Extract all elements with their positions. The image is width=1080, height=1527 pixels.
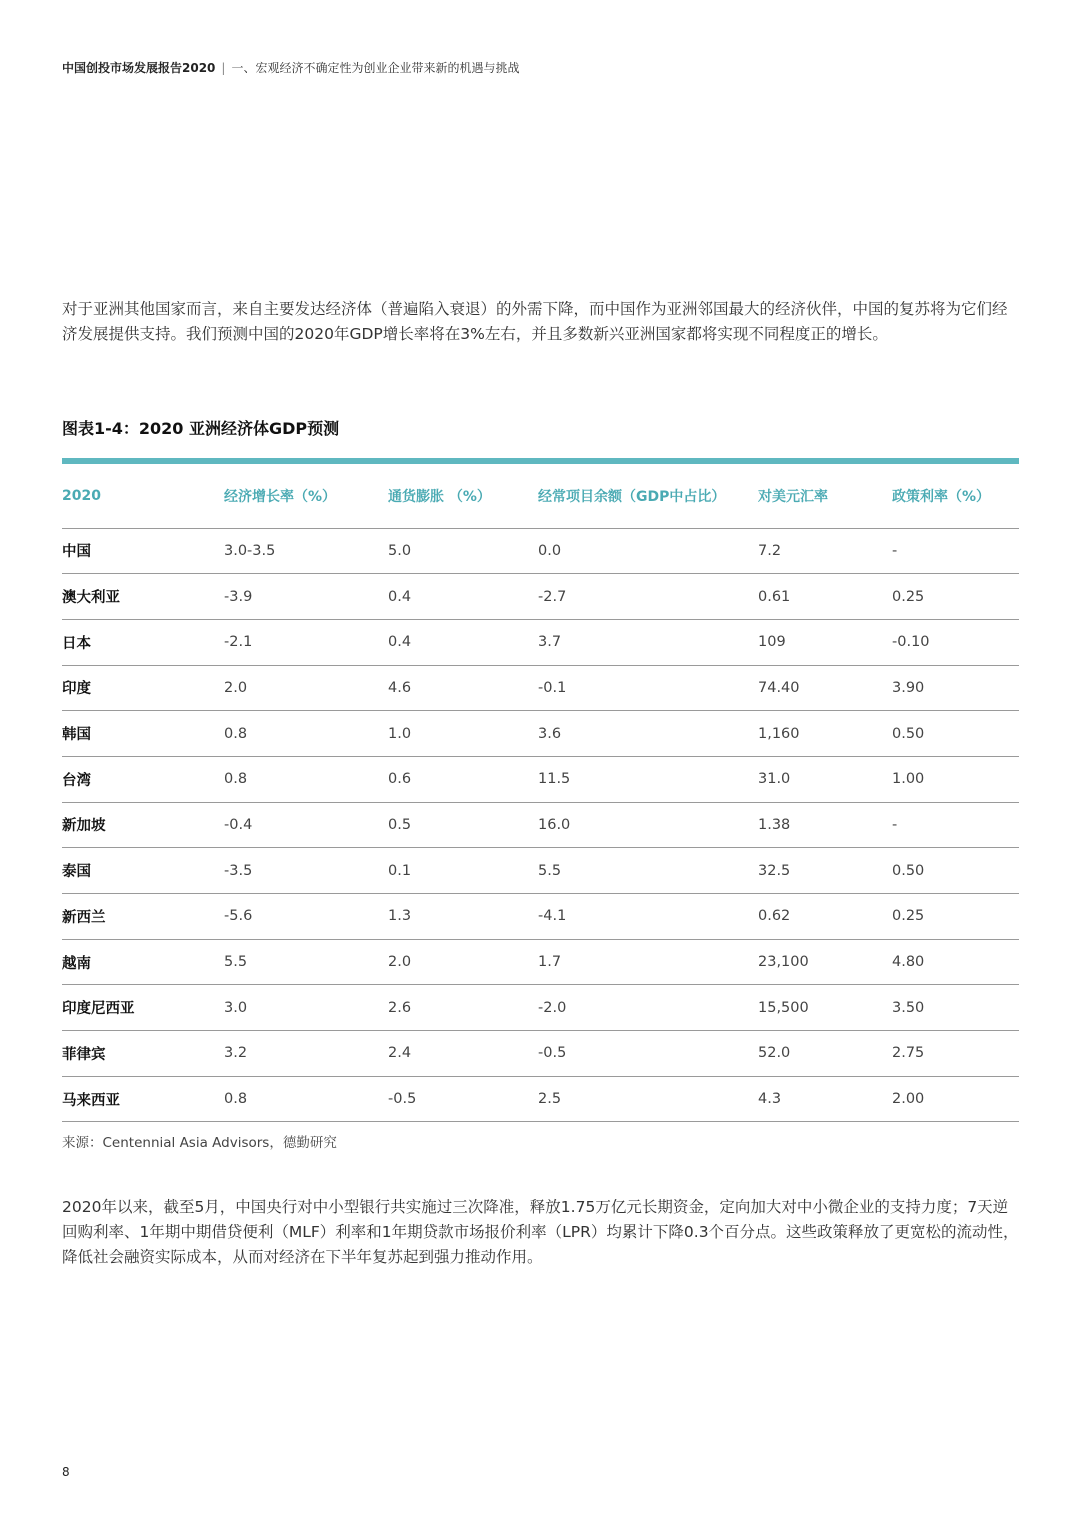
inflation-cell: 0.6: [388, 756, 538, 802]
table-row: [62, 939, 1019, 985]
header-separator: |: [221, 61, 226, 75]
current-account-cell: 1.7: [538, 939, 758, 985]
growth-cell: -3.5: [224, 848, 388, 894]
page-number: 8: [62, 1465, 70, 1479]
current-account-cell: -2.0: [538, 985, 758, 1031]
inflation-cell: 1.0: [388, 711, 538, 757]
figure-title: 图表1-4：2020 亚洲经济体GDP预测: [62, 419, 340, 438]
policy-rate-cell: 0.50: [892, 711, 1019, 757]
inflation-cell: -0.5: [388, 1076, 538, 1122]
policy-rate-cell: 2.75: [892, 1031, 1019, 1077]
data-table: [62, 464, 1019, 1122]
country-cell: 越南: [62, 939, 224, 985]
header-year: 2020: [62, 464, 224, 528]
country-cell: 菲律宾: [62, 1031, 224, 1077]
inflation-cell: 4.6: [388, 665, 538, 711]
inflation-cell: 1.3: [388, 894, 538, 940]
inflation-cell: 2.0: [388, 939, 538, 985]
table-header-row: [62, 464, 1019, 528]
policy-rate-cell: 3.50: [892, 985, 1019, 1031]
header-inflation: 通货膨胀 （%）: [388, 464, 538, 528]
table-row: [62, 894, 1019, 940]
country-cell: 印度尼西亚: [62, 985, 224, 1031]
policy-rate-cell: 3.90: [892, 665, 1019, 711]
intro-paragraph: 对于亚洲其他国家而言，来自主要发达经济体（普遍陷入衰退）的外需下降，而中国作为亚洲邻国最大的经济伙伴，中国的复苏将为它们经济发展提供支持。我们预测中国的2020年GDP增长率将在3%左右，并且多数新兴亚洲国家都将实现不同程度正的增长。: [62, 300, 1008, 343]
policy-rate-cell: 1.00: [892, 756, 1019, 802]
exchange-rate-cell: 7.2: [758, 528, 892, 574]
current-account-cell: -0.1: [538, 665, 758, 711]
table-row: [62, 574, 1019, 620]
table-row: [62, 619, 1019, 665]
growth-cell: 2.0: [224, 665, 388, 711]
growth-cell: 5.5: [224, 939, 388, 985]
current-account-cell: 3.7: [538, 619, 758, 665]
policy-rate-cell: 0.50: [892, 848, 1019, 894]
current-account-cell: 11.5: [538, 756, 758, 802]
current-account-cell: -0.5: [538, 1031, 758, 1077]
header-current-account: 经常项目余额（GDP中占比）: [538, 464, 758, 528]
exchange-rate-cell: 23,100: [758, 939, 892, 985]
gdp-forecast-table: [62, 458, 1019, 1122]
country-cell: 韩国: [62, 711, 224, 757]
growth-cell: 3.0: [224, 985, 388, 1031]
table-row: [62, 756, 1019, 802]
header-exchange-rate: 对美元汇率: [758, 464, 892, 528]
table-body: [62, 528, 1019, 1122]
inflation-cell: 0.5: [388, 802, 538, 848]
table-source: 来源：Centennial Asia Advisors，德勤研究: [62, 1135, 337, 1151]
exchange-rate-cell: 32.5: [758, 848, 892, 894]
inflation-cell: 0.4: [388, 574, 538, 620]
policy-rate-cell: 0.25: [892, 574, 1019, 620]
header-growth: 经济增长率（%）: [224, 464, 388, 528]
country-cell: 泰国: [62, 848, 224, 894]
policy-paragraph: 2020年以来，截至5月，中国央行对中小型银行共实施过三次降准，释放1.75万亿元长期资金，定向加大对中小微企业的支持力度；7天逆回购利率、1年期中期借贷便利（MLF）利率和1年期贷款市场报价利率（LPR）均累计下降0.3个百分点。这些政策释放了更宽松的流动性，降低社会融资实际成本，从而对经济在下半年复苏起到强力推动作用。: [62, 1198, 1019, 1266]
country-cell: 中国: [62, 528, 224, 574]
growth-cell: 0.8: [224, 711, 388, 757]
inflation-cell: 2.4: [388, 1031, 538, 1077]
current-account-cell: 5.5: [538, 848, 758, 894]
growth-cell: -5.6: [224, 894, 388, 940]
table-row: [62, 711, 1019, 757]
policy-rate-cell: -0.10: [892, 619, 1019, 665]
growth-cell: -0.4: [224, 802, 388, 848]
current-account-cell: 16.0: [538, 802, 758, 848]
policy-rate-cell: -: [892, 802, 1019, 848]
exchange-rate-cell: 1,160: [758, 711, 892, 757]
current-account-cell: -4.1: [538, 894, 758, 940]
growth-cell: 3.2: [224, 1031, 388, 1077]
country-cell: 印度: [62, 665, 224, 711]
running-header: [62, 59, 519, 76]
policy-rate-cell: 2.00: [892, 1076, 1019, 1122]
table-row: [62, 528, 1019, 574]
table-row: [62, 665, 1019, 711]
exchange-rate-cell: 0.62: [758, 894, 892, 940]
exchange-rate-cell: 31.0: [758, 756, 892, 802]
growth-cell: -2.1: [224, 619, 388, 665]
exchange-rate-cell: 109: [758, 619, 892, 665]
country-cell: 新加坡: [62, 802, 224, 848]
current-account-cell: -2.7: [538, 574, 758, 620]
inflation-cell: 0.1: [388, 848, 538, 894]
country-cell: 日本: [62, 619, 224, 665]
exchange-rate-cell: 0.61: [758, 574, 892, 620]
country-cell: 澳大利亚: [62, 574, 224, 620]
country-cell: 新西兰: [62, 894, 224, 940]
header-policy-rate: 政策利率（%）: [892, 464, 1019, 528]
policy-rate-cell: 0.25: [892, 894, 1019, 940]
table-row: [62, 985, 1019, 1031]
exchange-rate-cell: 52.0: [758, 1031, 892, 1077]
exchange-rate-cell: 4.3: [758, 1076, 892, 1122]
current-account-cell: 3.6: [538, 711, 758, 757]
current-account-cell: 0.0: [538, 528, 758, 574]
policy-rate-cell: 4.80: [892, 939, 1019, 985]
chapter-title: 一、宏观经济不确定性为创业企业带来新的机遇与挑战: [231, 61, 520, 75]
inflation-cell: 0.4: [388, 619, 538, 665]
growth-cell: 0.8: [224, 1076, 388, 1122]
inflation-cell: 5.0: [388, 528, 538, 574]
table-row: [62, 848, 1019, 894]
inflation-cell: 2.6: [388, 985, 538, 1031]
report-title: 中国创投市场发展报告2020: [62, 61, 216, 75]
current-account-cell: 2.5: [538, 1076, 758, 1122]
growth-cell: 3.0-3.5: [224, 528, 388, 574]
growth-cell: -3.9: [224, 574, 388, 620]
table-row: [62, 1076, 1019, 1122]
table-row: [62, 802, 1019, 848]
exchange-rate-cell: 74.40: [758, 665, 892, 711]
policy-rate-cell: -: [892, 528, 1019, 574]
country-cell: 台湾: [62, 756, 224, 802]
exchange-rate-cell: 1.38: [758, 802, 892, 848]
growth-cell: 0.8: [224, 756, 388, 802]
table-row: [62, 1031, 1019, 1077]
exchange-rate-cell: 15,500: [758, 985, 892, 1031]
country-cell: 马来西亚: [62, 1076, 224, 1122]
